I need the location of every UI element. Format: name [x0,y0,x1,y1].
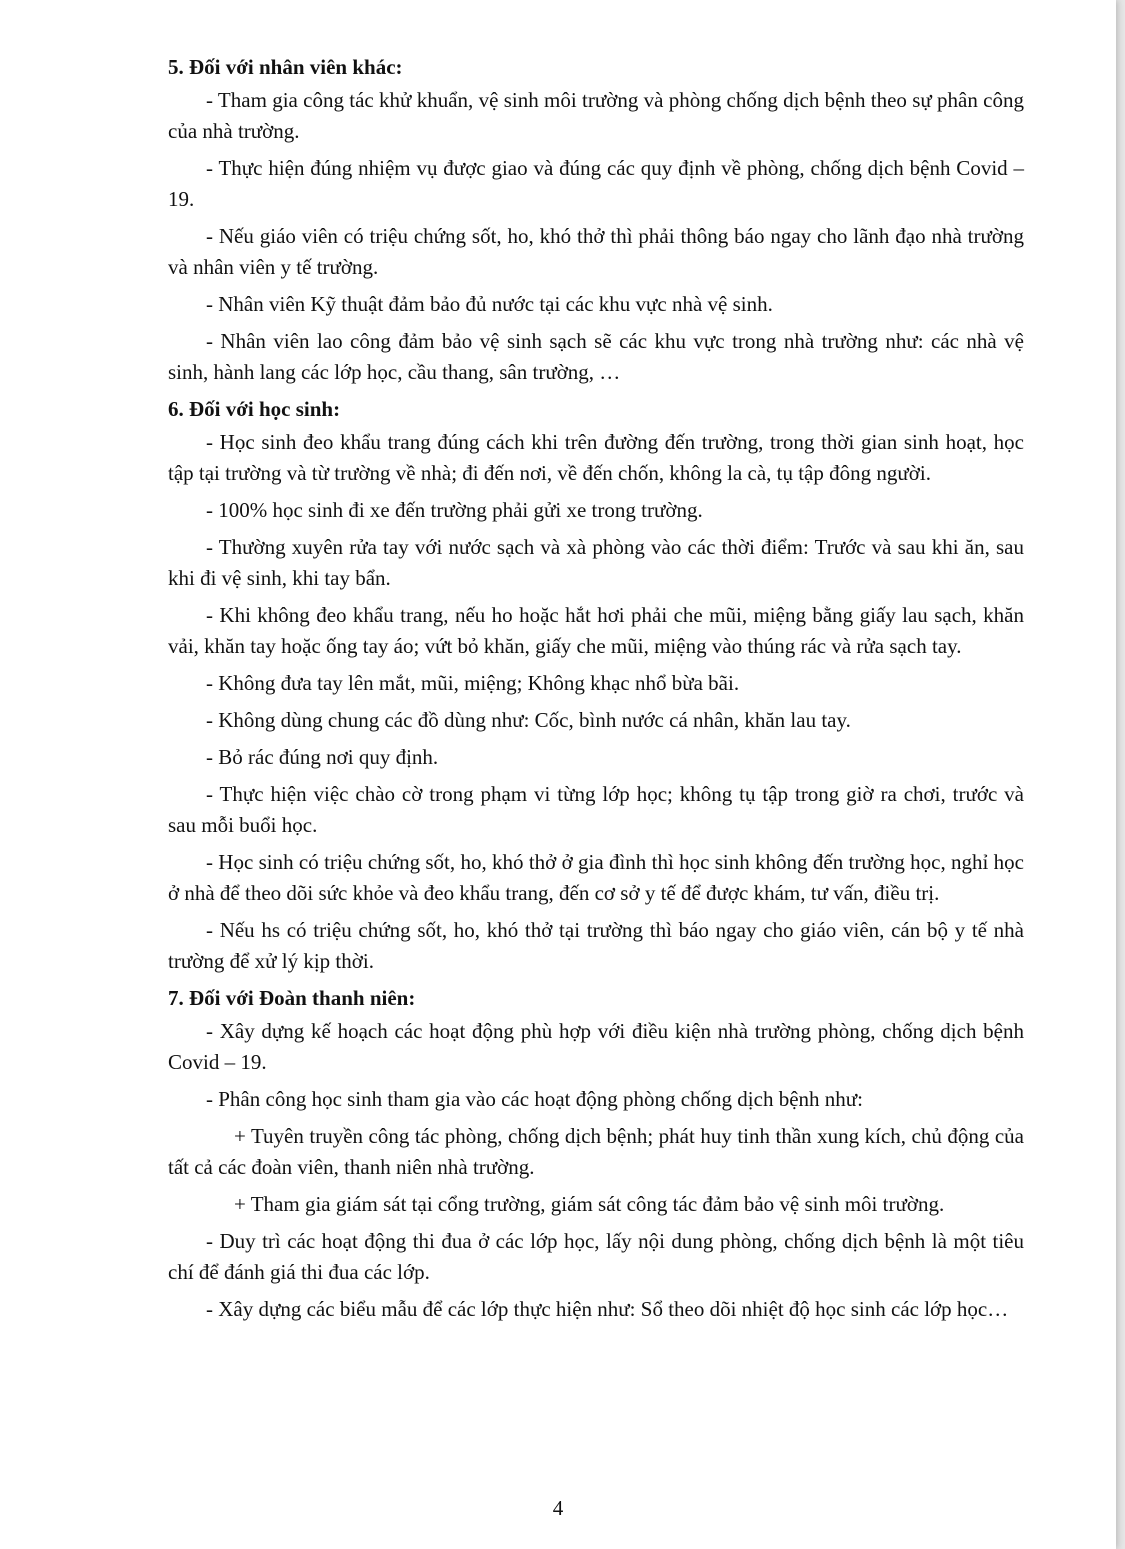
paragraph: - Khi không đeo khẩu trang, nếu ho hoặc hắt hơi phải che mũi, miệng bằng giấy lau sạch, khăn vải, khăn tay hoặc ống tay áo; vứt bỏ khăn, giấy che mũi, miệng vào thúng rác và rửa sạch tay. [168,603,1024,658]
paragraph: - Thực hiện việc chào cờ trong phạm vi từng lớp học; không tụ tập trong giờ ra chơi, trước và sau mỗi buổi học. [168,782,1024,837]
section-heading-6: 6. Đối với học sinh: [168,397,341,421]
paragraph: - Nhân viên Kỹ thuật đảm bảo đủ nước tại các khu vực nhà vệ sinh. [206,292,773,316]
paragraph: - 100% học sinh đi xe đến trường phải gửi xe trong trường. [206,498,703,522]
paragraph: - Không dùng chung các đồ dùng như: Cốc, bình nước cá nhân, khăn lau tay. [206,708,851,732]
paragraph: - Nhân viên lao công đảm bảo vệ sinh sạch sẽ các khu vực trong nhà trường như: các nhà vệ sinh, hành lang các lớp học, cầu thang, sân trường, … [168,329,1024,384]
sub-paragraph: + Tuyên truyền công tác phòng, chống dịch bệnh; phát huy tinh thần xung kích, chủ động của tất cả các đoàn viên, thanh niên nhà trường. [168,1124,1024,1179]
section-heading-7: 7. Đối với Đoàn thanh niên: [168,986,416,1010]
section-heading-5: 5. Đối với nhân viên khác: [168,55,403,79]
paragraph: - Nếu giáo viên có triệu chứng sốt, ho, khó thở thì phải thông báo ngay cho lãnh đạo nhà trường và nhân viên y tế trường. [168,224,1024,279]
paragraph: - Học sinh đeo khẩu trang đúng cách khi trên đường đến trường, trong thời gian sinh hoạt, học tập tại trường và từ trường về nhà; đi đến nơi, về đến chốn, không la cà, tụ tập đông người. [168,430,1024,485]
paragraph: - Thường xuyên rửa tay với nước sạch và xà phòng vào các thời điểm: Trước và sau khi ăn, sau khi đi vệ sinh, khi tay bẩn. [168,535,1024,590]
page-number: 4 [552,1496,564,1520]
paragraph: - Xây dựng kế hoạch các hoạt động phù hợp với điều kiện nhà trường phòng, chống dịch bệnh Covid – 19. [168,1019,1024,1074]
paragraph: - Không đưa tay lên mắt, mũi, miệng; Không khạc nhổ bừa bãi. [206,671,740,695]
sub-paragraph: + Tham gia giám sát tại cổng trường, giám sát công tác đảm bảo vệ sinh môi trường. [234,1192,945,1216]
paragraph: - Học sinh có triệu chứng sốt, ho, khó thở ở gia đình thì học sinh không đến trường học, nghỉ học ở nhà để theo dõi sức khỏe và đeo khẩu trang, đến cơ sở y tế để được khám, tư vấn, điều trị. [168,850,1024,905]
paragraph: - Bỏ rác đúng nơi quy định. [206,745,439,769]
paragraph: - Phân công học sinh tham gia vào các hoạt động phòng chống dịch bệnh như: [206,1087,863,1111]
page-content [168,52,1024,1331]
paragraph: - Nếu hs có triệu chứng sốt, ho, khó thở tại trường thì báo ngay cho giáo viên, cán bộ y tế nhà trường để xử lý kịp thời. [168,918,1024,973]
paragraph: - Duy trì các hoạt động thi đua ở các lớp học, lấy nội dung phòng, chống dịch bệnh là một tiêu chí để đánh giá thi đua các lớp. [168,1229,1024,1284]
paragraph: - Thực hiện đúng nhiệm vụ được giao và đúng các quy định về phòng, chống dịch bệnh Covid – 19. [168,156,1024,211]
paragraph: - Xây dựng các biểu mẫu để các lớp thực hiện như: Sổ theo dõi nhiệt độ học sinh các lớp học… [206,1297,1009,1321]
paragraph: - Tham gia công tác khử khuẩn, vệ sinh môi trường và phòng chống dịch bệnh theo sự phân công của nhà trường. [168,88,1024,143]
